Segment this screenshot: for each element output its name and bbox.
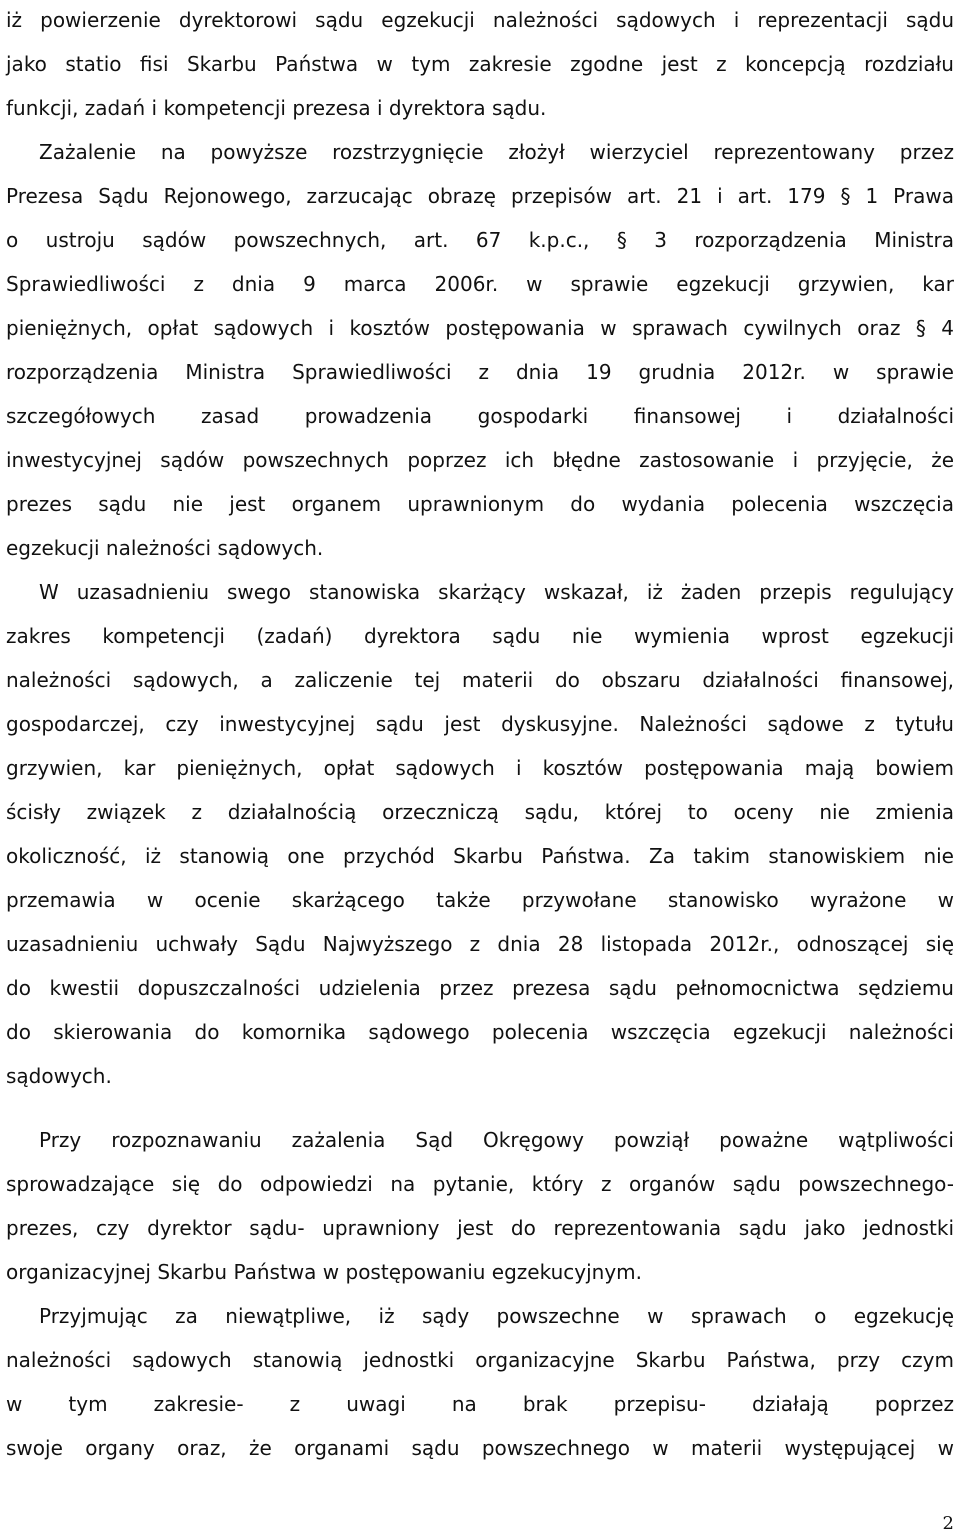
text-line: uzasadnieniu uchwały Sądu Najwyższego z dnia 28 listopada 2012r., odnoszącej się <box>6 932 954 956</box>
text-line: Sprawiedliwości z dnia 9 marca 2006r. w sprawie egzekucji grzywien, kar <box>6 272 954 296</box>
text-line: W uzasadnieniu swego stanowiska skarżący wskazał, iż żaden przepis regulujący <box>39 580 954 604</box>
text-line: swoje organy oraz, że organami sądu powszechnego w materii występującej w <box>6 1436 954 1460</box>
text-line: jako statio fisi Skarbu Państwa w tym zakresie zgodne jest z koncepcją rozdziału <box>6 52 954 76</box>
text-line: przemawia w ocenie skarżącego także przywołane stanowisko wyrażone w <box>6 888 954 912</box>
text-line: okoliczność, iż stanowią one przychód Skarbu Państwa. Za takim stanowiskiem nie <box>6 844 954 868</box>
text-line: Zażalenie na powyższe rozstrzygnięcie złożył wierzyciel reprezentowany przez <box>39 140 954 164</box>
text-line: sprowadzające się do odpowiedzi na pytanie, który z organów sądu powszechnego- <box>6 1172 954 1196</box>
text-line: zakres kompetencji (zadań) dyrektora sądu nie wymienia wprost egzekucji <box>6 624 954 648</box>
text-line: iż powierzenie dyrektorowi sądu egzekucji należności sądowych i reprezentacji sądu <box>6 8 954 32</box>
text-line: organizacyjnej Skarbu Państwa w postępowaniu egzekucyjnym. <box>6 1260 642 1284</box>
text-line: do kwestii dopuszczalności udzielenia przez prezesa sądu pełnomocnictwa sędziemu <box>6 976 954 1000</box>
text-line: należności sądowych stanowią jednostki organizacyjne Skarbu Państwa, przy czym <box>6 1348 954 1372</box>
text-line: w tym zakresie- z uwagi na brak przepisu- działają poprzez <box>6 1392 954 1416</box>
text-line: pieniężnych, opłat sądowych i kosztów postępowania w sprawach cywilnych oraz § 4 <box>6 316 954 340</box>
text-line: prezes, czy dyrektor sądu- uprawniony jest do reprezentowania sądu jako jednostki <box>6 1216 954 1240</box>
text-line: należności sądowych, a zaliczenie tej materii do obszaru działalności finansowej, <box>6 668 954 692</box>
text-line: ścisły związek z działalnością orzeczniczą sądu, której to oceny nie zmienia <box>6 800 954 824</box>
text-line: szczegółowych zasad prowadzenia gospodarki finansowej i działalności <box>6 404 954 428</box>
text-line: inwestycyjnej sądów powszechnych poprzez ich błędne zastosowanie i przyjęcie, że <box>6 448 954 472</box>
text-line: grzywien, kar pieniężnych, opłat sądowych i kosztów postępowania mają bowiem <box>6 756 954 780</box>
text-line: sądowych. <box>6 1064 112 1088</box>
text-line: Przyjmując za niewątpliwe, iż sądy powszechne w sprawach o egzekucję <box>39 1304 954 1328</box>
text-line: gospodarczej, czy inwestycyjnej sądu jest dyskusyjne. Należności sądowe z tytułu <box>6 712 954 736</box>
text-line: egzekucji należności sądowych. <box>6 536 324 560</box>
text-line: do skierowania do komornika sądowego polecenia wszczęcia egzekucji należności <box>6 1020 954 1044</box>
text-line: Prezesa Sądu Rejonowego, zarzucając obrazę przepisów art. 21 i art. 179 § 1 Prawa <box>6 184 954 208</box>
text-line: rozporządzenia Ministra Sprawiedliwości z dnia 19 grudnia 2012r. w sprawie <box>6 360 954 384</box>
page-number: 2 <box>942 1513 954 1534</box>
text-line: o ustroju sądów powszechnych, art. 67 k.p.c., § 3 rozporządzenia Ministra <box>6 228 954 252</box>
text-line: funkcji, zadań i kompetencji prezesa i dyrektora sądu. <box>6 96 547 120</box>
text-line: prezes sądu nie jest organem uprawnionym do wydania polecenia wszczęcia <box>6 492 954 516</box>
text-line: Przy rozpoznawaniu zażalenia Sąd Okręgowy powziął poważne wątpliwości <box>39 1128 954 1152</box>
